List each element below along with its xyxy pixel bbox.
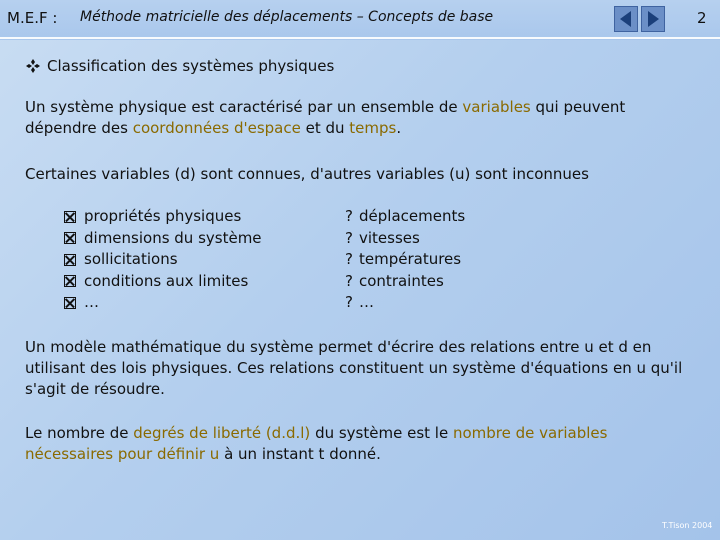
paragraph-text: qui peuvent dépendre des <box>25 98 626 137</box>
list-item-label: … <box>359 293 374 311</box>
checkbox-x-icon <box>64 254 76 266</box>
paragraph-text: à un instant t donné. <box>219 445 381 463</box>
paragraph-text: . <box>396 119 402 137</box>
paragraph-variables: Certaines variables (d) sont connues, d'autres variables (u) sont inconnues <box>25 165 589 183</box>
highlight-space-coordinates: coordonnées d'espace <box>132 119 301 137</box>
page-number: 2 <box>697 9 707 27</box>
list-item-label: sollicitations <box>84 250 178 268</box>
paragraph-text: Un système physique est caractérisé par un ensemble de <box>25 98 463 116</box>
unknown-variables-list <box>345 206 465 314</box>
list-item <box>64 271 262 293</box>
slide-title: Méthode matricielle des déplacements – Concepts de base <box>80 9 494 25</box>
triangle-left-icon <box>615 7 637 31</box>
triangle-right-icon <box>642 7 664 31</box>
highlight-variables: variables <box>462 98 531 116</box>
question-marker: ? <box>345 293 353 311</box>
checkbox-x-icon <box>64 297 76 309</box>
checkbox-x-icon <box>64 275 76 287</box>
list-item-label: températures <box>359 250 462 268</box>
list-item <box>345 228 465 250</box>
checkbox-x-icon <box>64 211 76 223</box>
paragraph-system-definition <box>25 97 685 139</box>
paragraph-text: et du <box>300 119 350 137</box>
section-heading <box>25 57 334 75</box>
list-item-label: propriétés physiques <box>84 207 242 225</box>
paragraph-text: Le nombre de <box>25 424 134 442</box>
question-marker: ? <box>345 271 353 290</box>
next-slide-button[interactable] <box>641 6 665 32</box>
four-diamond-icon <box>25 58 41 74</box>
list-item-label: conditions aux limites <box>84 271 249 290</box>
checkbox-x-icon <box>64 232 76 244</box>
list-item <box>64 249 262 271</box>
question-marker: ? <box>345 207 353 225</box>
list-item <box>64 228 262 250</box>
list-item <box>64 206 262 228</box>
highlight-degrees-of-freedom: degrés de liberté (d.d.l) <box>133 424 311 442</box>
list-item <box>345 292 465 314</box>
highlight-number-of-variables: nombre de variables nécessaires pour définir u <box>25 424 608 463</box>
paragraph-mathematical-model: Un modèle mathématique du système permet d'écrire des relations entre u et d en utilisant des lois physiques. Ces relations constituent un système d'équations en u qu'il s'agit de résoudre. <box>25 338 683 398</box>
slide-header <box>0 0 720 40</box>
known-variables-list <box>64 206 262 314</box>
paragraph-degrees-of-freedom <box>25 423 685 465</box>
question-marker: ? <box>345 250 353 268</box>
list-item <box>64 292 262 314</box>
list-item-label: dimensions du système <box>84 228 262 247</box>
section-heading-text: Classification des systèmes physiques <box>47 57 335 75</box>
list-item <box>345 249 465 271</box>
question-marker: ? <box>345 228 353 247</box>
list-item-label: vitesses <box>359 228 420 247</box>
list-item-label: contraintes <box>359 271 444 290</box>
list-item <box>345 271 465 293</box>
previous-slide-button[interactable] <box>614 6 638 32</box>
course-code: M.E.F : <box>7 9 58 27</box>
list-item-label: … <box>84 293 99 311</box>
list-item-label: déplacements <box>359 207 466 225</box>
footer-credit: T.Tison 2004 <box>662 521 713 530</box>
header-divider <box>0 37 720 39</box>
highlight-time: temps <box>349 119 397 137</box>
paragraph-text: du système est le <box>310 424 453 442</box>
list-item <box>345 206 465 228</box>
